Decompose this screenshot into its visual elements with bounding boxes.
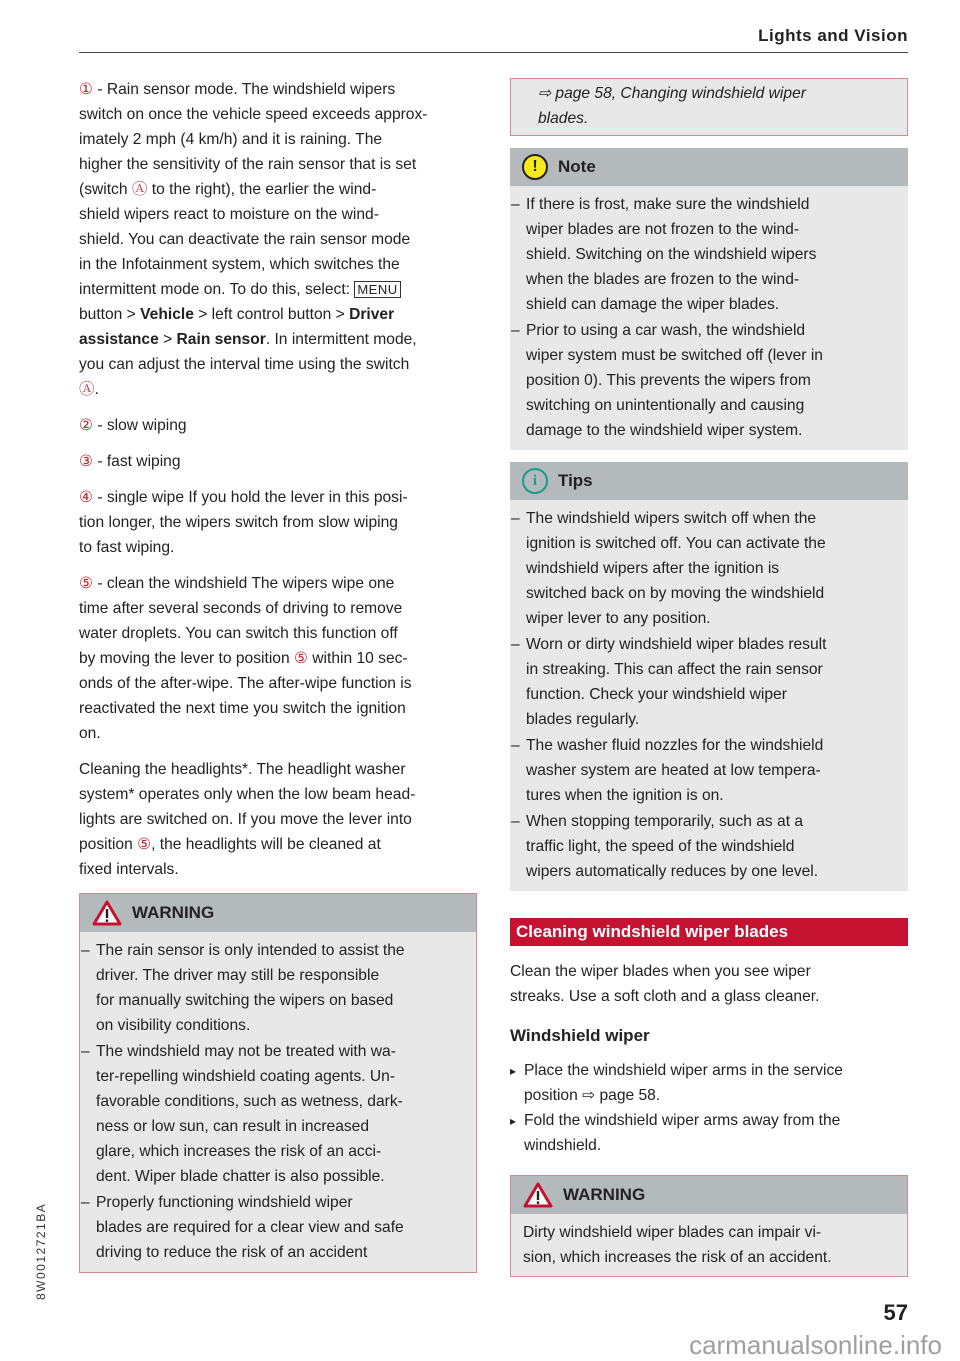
text-line (79, 646, 477, 671)
bold-term: Vehicle (140, 306, 194, 323)
text-span: , the headlights will be cleaned at (151, 836, 381, 853)
text-span: Prior to using a car wash, the windshield (526, 322, 806, 339)
text-line (79, 807, 477, 832)
text-line: for manually switching the wipers on based (96, 992, 394, 1009)
text-span: . In intermittent mode, (265, 331, 417, 348)
text-line: favorable conditions, such as wetness, dark- (96, 1093, 403, 1110)
steps-list (510, 1058, 908, 1158)
text-span: onds of the after-wipe. The after-wipe function is (79, 675, 412, 692)
dash-bullet: – (511, 737, 520, 754)
text-line (524, 1133, 908, 1158)
text-span: shield. You can deactivate the rain sensor mode (79, 231, 411, 248)
circled-number-label: ③ (79, 453, 93, 470)
text-line (81, 1190, 466, 1215)
text-line: shield can damage the wiper blades. (526, 296, 780, 313)
text-line: dent. Wiper blade chatter is also possible. (96, 1168, 385, 1185)
text-line: wiper lever to any position. (526, 610, 711, 627)
warning-header (511, 1176, 907, 1214)
text-line (79, 832, 477, 857)
text-span: The rain sensor is only intended to assist the (96, 942, 405, 959)
tips-header (510, 462, 908, 500)
text-line (79, 352, 477, 377)
text-span: Properly functioning windshield wiper (96, 1194, 353, 1211)
tips-title: Tips (558, 471, 593, 490)
triangle-bullet-icon: ▸ (510, 1064, 517, 1078)
warning-body (511, 1214, 907, 1276)
text-line: glare, which increases the risk of an acci- (96, 1143, 382, 1160)
text-line (510, 1108, 908, 1133)
text-span: windshield. (524, 1137, 602, 1154)
text-span: water droplets. You can switch this function off (79, 625, 398, 642)
warning-box (79, 893, 477, 1273)
note-header (510, 148, 908, 186)
paragraph (79, 413, 477, 438)
text-line: Dirty windshield wiper blades can impair vi- (523, 1224, 822, 1241)
dash-bullet: – (81, 1194, 90, 1211)
paragraph (79, 571, 477, 746)
text-span: system* operates only when the low beam head- (79, 786, 416, 803)
warning-body (80, 932, 476, 1272)
paragraph (79, 449, 477, 474)
text-line: on visibility conditions. (96, 1017, 251, 1034)
text-line: washer system are heated at low tempera- (526, 762, 821, 779)
note-title: Note (558, 157, 596, 176)
text-line: blades regularly. (526, 711, 640, 728)
right-column (510, 78, 908, 1277)
text-span: time after several seconds of driving to remove (79, 600, 403, 617)
text-line (79, 671, 477, 696)
text-span: button > (79, 306, 141, 323)
list-item (511, 733, 898, 808)
info-circle-icon: i (522, 468, 548, 494)
circled-number-label: ④ (79, 489, 93, 506)
text-span: - slow wiping (92, 417, 187, 434)
text-line (511, 506, 898, 531)
text-line (79, 571, 477, 596)
text-line: driving to reduce the risk of an accident (96, 1244, 368, 1261)
text-span: The washer fluid nozzles for the windshield (526, 737, 824, 754)
text-line: blades. (538, 110, 589, 127)
list-item (511, 632, 898, 732)
section-intro (510, 959, 908, 1009)
watermark: carmanualsonline.info (689, 1330, 942, 1360)
text-span: intermittent mode on. To do this, select: (79, 281, 355, 298)
text-line: wiper blades are not frozen to the wind- (526, 221, 800, 238)
tips-body (510, 500, 908, 891)
list-item (510, 1058, 908, 1108)
text-line (79, 277, 477, 302)
text-line (511, 733, 898, 758)
text-line: driver. The driver may still be responsible (96, 967, 380, 984)
dash-bullet: – (81, 942, 90, 959)
text-line: streaks. Use a soft cloth and a glass cleaner. (510, 988, 820, 1005)
text-line: damage to the windshield wiper system. (526, 422, 803, 439)
text-line (79, 510, 477, 535)
circled-number-label: Ⓐ (79, 381, 95, 398)
text-span: (switch (79, 181, 132, 198)
text-span: Cleaning the headlights*. The headlight washer (79, 761, 406, 778)
text-line: ⇨ page 58, Changing windshield wiper (538, 85, 806, 102)
text-span: If there is frost, make sure the windshield (526, 196, 810, 213)
text-line (511, 192, 898, 217)
tips-box (510, 462, 908, 891)
text-line: position 0). This prevents the wipers from (526, 372, 811, 389)
text-line (79, 857, 477, 882)
text-line (511, 632, 898, 657)
text-span: When stopping temporarily, such as at a (526, 813, 804, 830)
text-line (79, 252, 477, 277)
text-span: shield wipers react to moisture on the wind- (79, 206, 379, 223)
text-span: Fold the windshield wiper arms away from the (524, 1112, 841, 1129)
text-span: to fast wiping. (79, 539, 175, 556)
text-line (79, 327, 477, 352)
text-line (79, 177, 477, 202)
circled-number-label: ⑤ (293, 650, 308, 667)
dash-bullet: – (511, 510, 520, 527)
warning-title: WARNING (563, 1185, 646, 1204)
text-line (79, 721, 477, 746)
text-span: to the right), the earlier the wind- (147, 181, 377, 198)
warning-triangle-icon (523, 1182, 553, 1208)
text-span: lights are switched on. If you move the lever into (79, 811, 412, 828)
text-span: The windshield may not be treated with wa- (96, 1043, 396, 1060)
text-span: reactivated the next time you switch the ignition (79, 700, 406, 717)
text-line (79, 596, 477, 621)
text-span: - fast wiping (92, 453, 181, 470)
triangle-bullet-icon: ▸ (510, 1114, 517, 1128)
page-number: 57 (883, 1300, 908, 1325)
circled-number-label: ② (79, 417, 93, 434)
text-span: > left control button > (193, 306, 350, 323)
text-line (79, 535, 477, 560)
section-heading: Cleaning windshield wiper blades (510, 918, 908, 946)
note-box (510, 148, 908, 450)
warning-title: WARNING (132, 903, 215, 922)
list-item (510, 1108, 908, 1158)
text-line: traffic light, the speed of the windshield (526, 838, 795, 855)
dash-bullet: – (511, 813, 520, 830)
list-item (81, 938, 466, 1038)
text-span: - Rain sensor mode. The windshield wipers (92, 81, 396, 98)
text-line (81, 1039, 466, 1064)
text-line: when the blades are frozen to the wind- (526, 271, 800, 288)
cross-reference-box[interactable] (510, 78, 908, 136)
text-line: switched back on by moving the windshield (526, 585, 825, 602)
text-span: you can adjust the interval time using the switch (79, 356, 410, 373)
list-item (511, 506, 898, 631)
text-line (79, 127, 477, 152)
text-line (524, 1083, 908, 1108)
warning-triangle-icon (92, 900, 122, 926)
circled-number-label: ① (79, 81, 93, 98)
list-item (511, 318, 898, 443)
dash-bullet: – (511, 196, 520, 213)
text-span: Worn or dirty windshield wiper blades result (526, 636, 827, 653)
text-line (79, 202, 477, 227)
text-span: position ⇨ page 58. (524, 1087, 661, 1104)
text-span: higher the sensitivity of the rain sensor that is set (79, 156, 417, 173)
warning-box-2 (510, 1175, 908, 1277)
menu-button-label: MENU (354, 281, 400, 298)
text-line: shield. Switching on the windshield wipers (526, 246, 817, 263)
list-item (81, 1039, 466, 1189)
text-line (511, 318, 898, 343)
text-span: The windshield wipers switch off when the (526, 510, 817, 527)
text-span: in the Infotainment system, which switches the (79, 256, 400, 273)
text-span: - clean the windshield The wipers wipe one (92, 575, 395, 592)
text-line: ignition is switched off. You can activate the (526, 535, 826, 552)
body-text (79, 77, 477, 882)
text-line: ness or low sun, can result in increased (96, 1118, 370, 1135)
text-span: switch on once the vehicle speed exceeds approx- (79, 106, 428, 123)
text-line: wipers automatically reduces by one level. (526, 863, 819, 880)
circled-number-label: ⑤ (79, 575, 93, 592)
text-span: fixed intervals. (79, 861, 179, 878)
text-line (510, 1058, 908, 1083)
document-code: 8W0012721BA (34, 1202, 48, 1300)
text-line (79, 782, 477, 807)
text-span: position (79, 836, 138, 853)
circled-number-label: ⑤ (137, 836, 152, 853)
text-line (79, 485, 477, 510)
text-line (79, 77, 477, 102)
subheading: Windshield wiper (510, 1026, 650, 1045)
left-column (79, 77, 477, 1273)
text-line (79, 757, 477, 782)
text-line (79, 413, 477, 438)
text-line: windshield wipers after the ignition is (526, 560, 780, 577)
text-span: on. (79, 725, 101, 742)
paragraph (79, 77, 477, 402)
text-line (79, 302, 477, 327)
text-line (511, 809, 898, 834)
warning-header (80, 894, 476, 932)
list-item (511, 192, 898, 317)
text-line: function. Check your windshield wiper (526, 686, 787, 703)
text-line: Clean the wiper blades when you see wiper (510, 963, 811, 980)
paragraph (79, 757, 477, 882)
text-line (79, 621, 477, 646)
bold-term: assistance (79, 331, 159, 348)
page-header-title: Lights and Vision (758, 26, 908, 45)
paragraph (79, 485, 477, 560)
text-line (81, 938, 466, 963)
text-span: > (158, 331, 177, 348)
text-span: within 10 sec- (307, 650, 408, 667)
text-line: tures when the ignition is on. (526, 787, 724, 804)
dash-bullet: – (511, 636, 520, 653)
text-line (79, 449, 477, 474)
text-line: in streaking. This can affect the rain sensor (526, 661, 823, 678)
text-line: wiper system must be switched off (lever in (526, 347, 823, 364)
text-line (79, 102, 477, 127)
text-line: ter-repelling windshield coating agents. Un- (96, 1068, 396, 1085)
text-line (79, 377, 477, 402)
list-item (511, 809, 898, 884)
text-span: Place the windshield wiper arms in the service (524, 1062, 843, 1079)
bold-term: Rain sensor (176, 331, 266, 348)
text-line (79, 227, 477, 252)
text-line (79, 696, 477, 721)
text-span: imately 2 mph (4 km/h) and it is raining. The (79, 131, 383, 148)
text-span: - single wipe If you hold the lever in this posi- (92, 489, 408, 506)
circled-number-label: Ⓐ (131, 181, 148, 198)
dash-bullet: – (81, 1043, 90, 1060)
bold-term: Driver (349, 306, 395, 323)
text-line: blades are required for a clear view and safe (96, 1219, 404, 1236)
list-item (81, 1190, 466, 1265)
text-span: tion longer, the wipers switch from slow wiping (79, 514, 398, 531)
dash-bullet: – (511, 322, 520, 339)
text-line: switching on unintentionally and causing (526, 397, 805, 414)
text-line (79, 152, 477, 177)
text-span: by moving the lever to position (79, 650, 294, 667)
text-line: sion, which increases the risk of an accident. (523, 1249, 832, 1266)
text-span: . (94, 381, 99, 398)
header-rule (79, 52, 908, 53)
exclamation-circle-icon: ! (522, 154, 548, 180)
note-body (510, 186, 908, 450)
